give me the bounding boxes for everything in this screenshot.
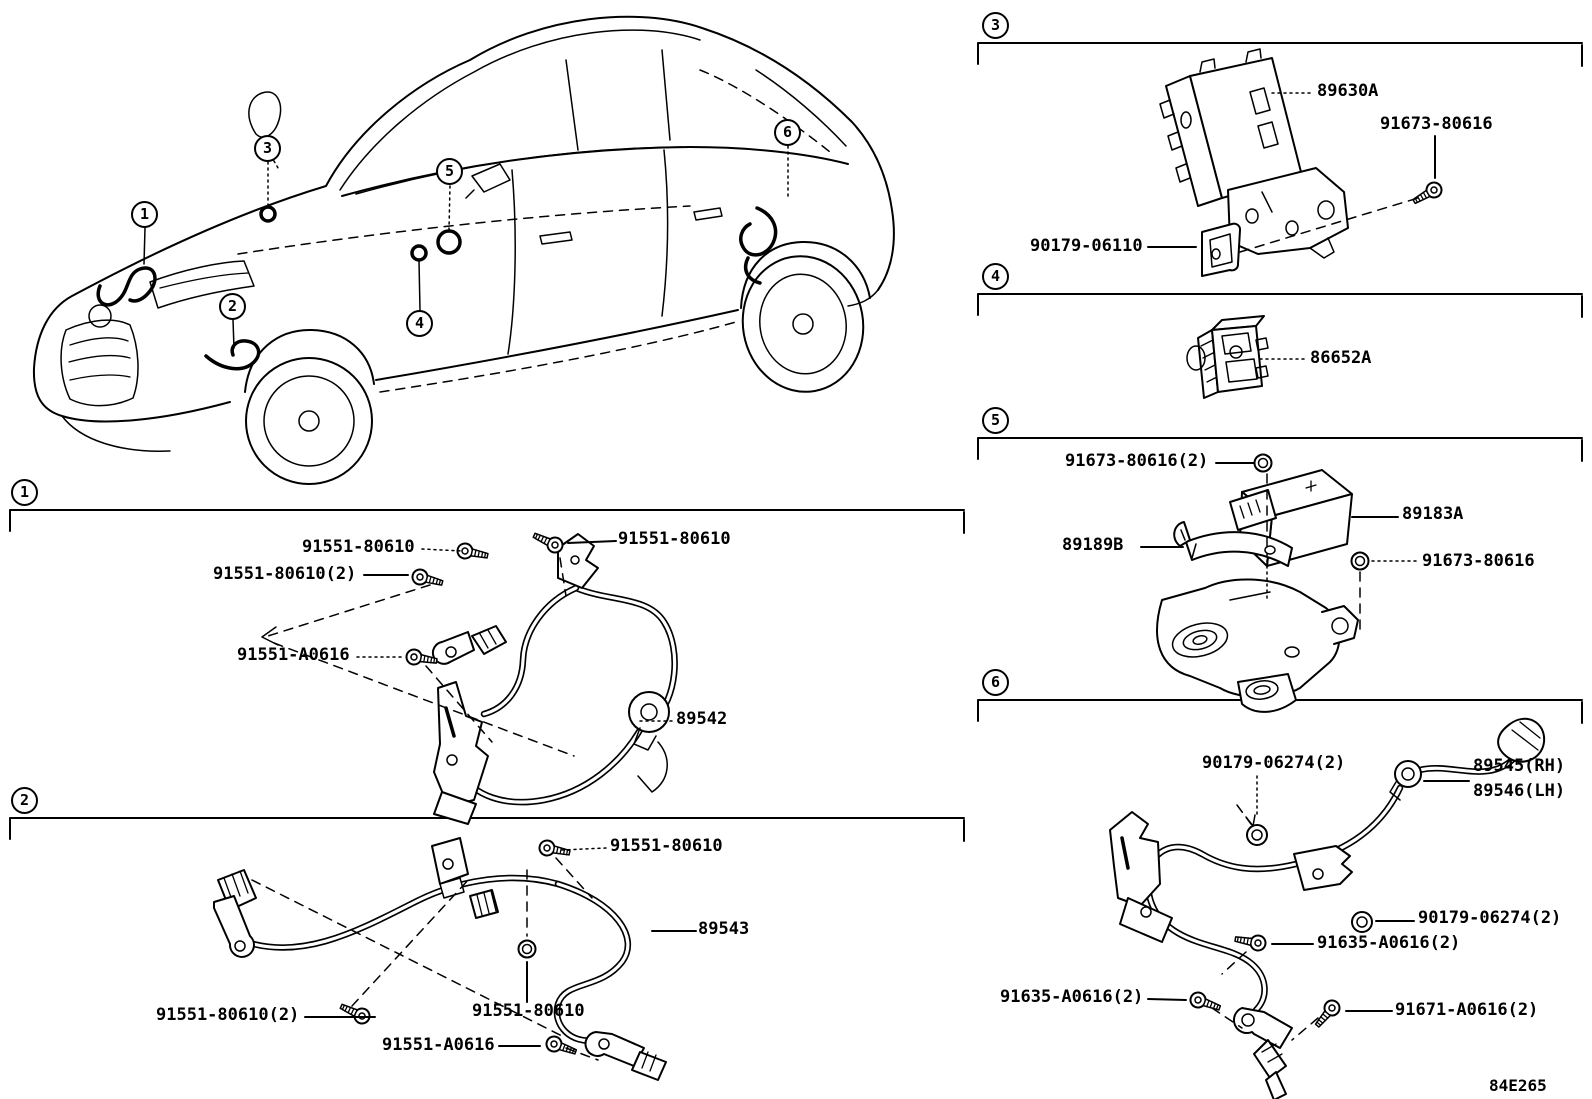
part-label[interactable]: 90179-06110 [1030,236,1143,256]
part-label[interactable]: 91673-80616 [1422,551,1535,571]
diagram-code: 84E265 [1489,1076,1547,1095]
part-label[interactable]: 91551-80610(2) [156,1005,300,1025]
section-6-number[interactable]: 6 [982,669,1009,696]
part-label[interactable]: 91551-80610 [302,537,415,557]
car-callout-2[interactable]: 2 [219,293,246,320]
front-lower-sensor-wire [206,341,259,369]
part-label[interactable]: 91551-A0616 [382,1035,495,1055]
section-5-number[interactable]: 5 [982,407,1009,434]
part-label[interactable]: 91635-A0616(2) [1000,987,1144,1007]
part-label[interactable]: 86652A [1310,348,1372,368]
section-2-number[interactable]: 2 [11,787,38,814]
part-label[interactable]: 91671-A0616(2) [1395,1000,1539,1020]
front-sensor-wire [98,268,155,305]
section-frame-lines [10,43,1582,841]
part-label[interactable]: 91673-80616 [1380,114,1493,134]
car-callout-1[interactable]: 1 [131,201,158,228]
part-label[interactable]: 89543 [698,919,750,939]
rear-sensor-wire [741,208,776,283]
part-label[interactable]: 89542 [676,709,728,729]
car-callout-5[interactable]: 5 [436,158,463,185]
section3-skid-control-computer-art [1148,49,1444,276]
part-label[interactable]: 91551-80610 [618,529,731,549]
grommet-location-5 [438,231,460,253]
section-4-number[interactable]: 4 [982,263,1009,290]
part-label[interactable]: 89183A [1402,504,1464,524]
part-label[interactable]: 91551-80610(2) [213,564,357,584]
part-label[interactable]: 90179-06274(2) [1202,753,1346,773]
part-label[interactable]: 90179-06274(2) [1418,908,1562,928]
part-label[interactable]: 91551-A0616 [237,645,350,665]
grommet-location-3 [261,207,275,221]
part-label[interactable]: 91551-80610 [472,1001,585,1021]
part-label[interactable]: 91551-80610 [610,836,723,856]
section-1-number[interactable]: 1 [11,479,38,506]
car-callout-4[interactable]: 4 [406,310,433,337]
grommet-location-4 [412,246,426,260]
car-figure [34,17,894,484]
part-label[interactable]: 89189B [1062,535,1124,555]
car-callout-6[interactable]: 6 [774,119,801,146]
section-3-number[interactable]: 3 [982,12,1009,39]
part-label[interactable]: 91635-A0616(2) [1317,933,1461,953]
part-label[interactable]: 89545(RH) [1473,756,1566,776]
section4-transponder-key-computer-art [1187,316,1306,398]
part-label[interactable]: 91673-80616(2) [1065,451,1209,471]
section5-yaw-rate-sensor-art [1141,455,1418,712]
car-callout-3[interactable]: 3 [254,135,281,162]
part-label[interactable]: 89630A [1317,81,1379,101]
part-label[interactable]: 89546(LH) [1473,781,1566,801]
